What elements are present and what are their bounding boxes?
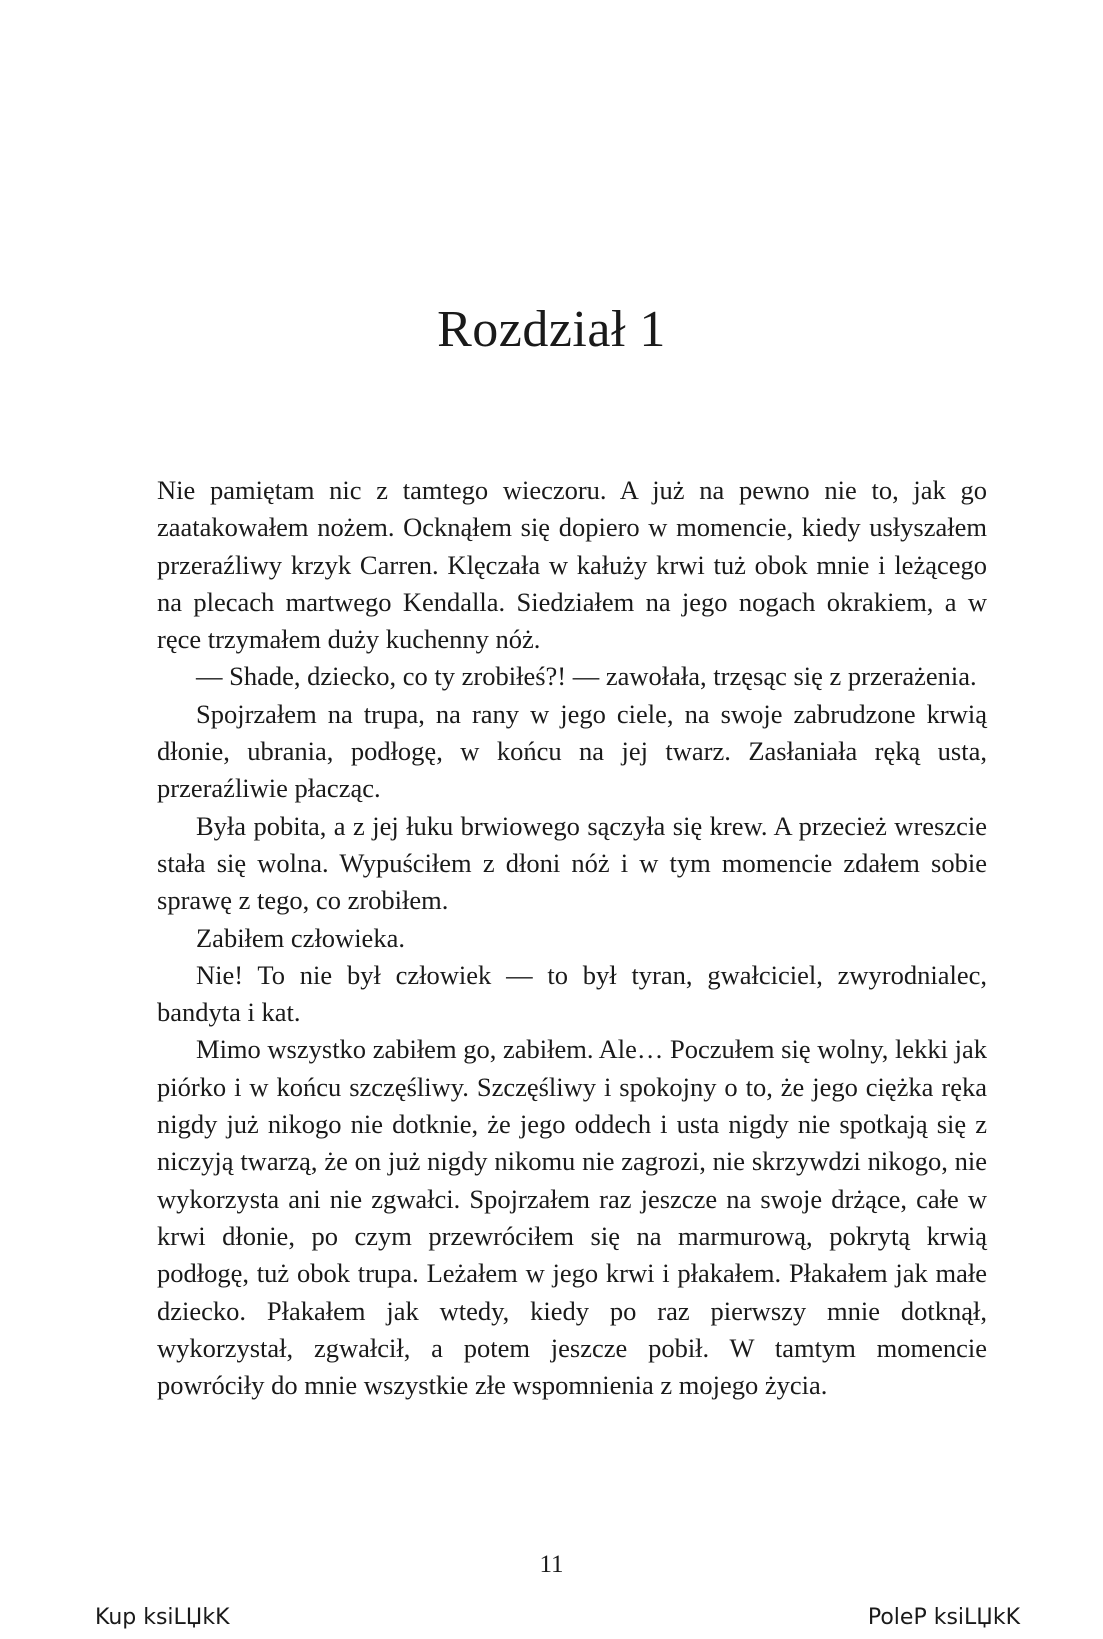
paragraph: Nie pamiętam nic z tamtego wieczoru. A już na pewno nie to, jak go zaatakowałem nożem. Ocknąłem się dopiero w momencie, kiedy usłyszałem przeraźliwy krzyk Carren. Klęczała w kałuży krwi tuż obok mnie i leżącego na plecach martwego Kendalla. Siedziałem na jego nogach okrakiem, a w ręce trzymałem duży kuchenny nóż. <box>157 475 987 655</box>
chapter-body <box>157 472 987 1404</box>
paragraph: Nie! To nie był człowiek — to był tyran, gwałciciel, zwyrodnialec, bandyta i kat. <box>157 959 987 1028</box>
buy-book-link[interactable]: Kup ksiLЏkK <box>95 1605 230 1630</box>
paragraph: Spojrzałem na trupa, na rany w jego ciele, na swoje zabrudzone krwią dłonie, ubrania, podłogę, w końcu na jej twarz. Zasłaniała ręką usta, przeraźliwie płacząc. <box>157 698 987 804</box>
paragraph: Zabiłem człowieka. <box>196 922 405 953</box>
paragraph: Była pobita, a z jej łuku brwiowego sączyła się krew. A przecież wreszcie stała się wolna. Wypuściłem z dłoni nóż i w tym momencie zdałem sobie sprawę z tego, co zrobiłem. <box>157 810 987 916</box>
paragraph: — Shade, dziecko, co ty zrobiłeś?! — zawołała, trzęsąc się z przerażenia. <box>196 661 977 692</box>
chapter-title: Rozdział 1 <box>437 301 666 358</box>
paragraph: Mimo wszystko zabiłem go, zabiłem. Ale… Poczułem się wolny, lekki jak piórko i w końcu szczęśliwy. Szczęśliwy i spokojny o to, że jego ciężka ręka nigdy już nikogo nie dotknie, że jego oddech i usta nigdy nie spotkają się z niczyją twarzą, że on już nigdy nikomu nie zagrozi, nie skrzywdzi nikogo, nie wykorzysta ani nie zgwałci. Spojrzałem raz jeszcze na swoje drżące, całe w krwi dłonie, po czym przewróciłem się na marmurową, pokrytą krwią podłogę, tuż obok trupa. Leżałem w jego krwi i płakałem. Płakałem jak małe dziecko. Płakałem jak wtedy, kiedy po raz pierwszy mnie dotknął, wykorzystał, zgwałcił, a potem jeszcze pobił. W tamtym momencie powróciły do mnie wszystkie złe wspomnienia z mojego życia. <box>157 1034 987 1401</box>
page-number: 11 <box>539 1551 564 1578</box>
recommend-book-link[interactable]: PoleP ksiLЏkK <box>867 1605 1020 1630</box>
